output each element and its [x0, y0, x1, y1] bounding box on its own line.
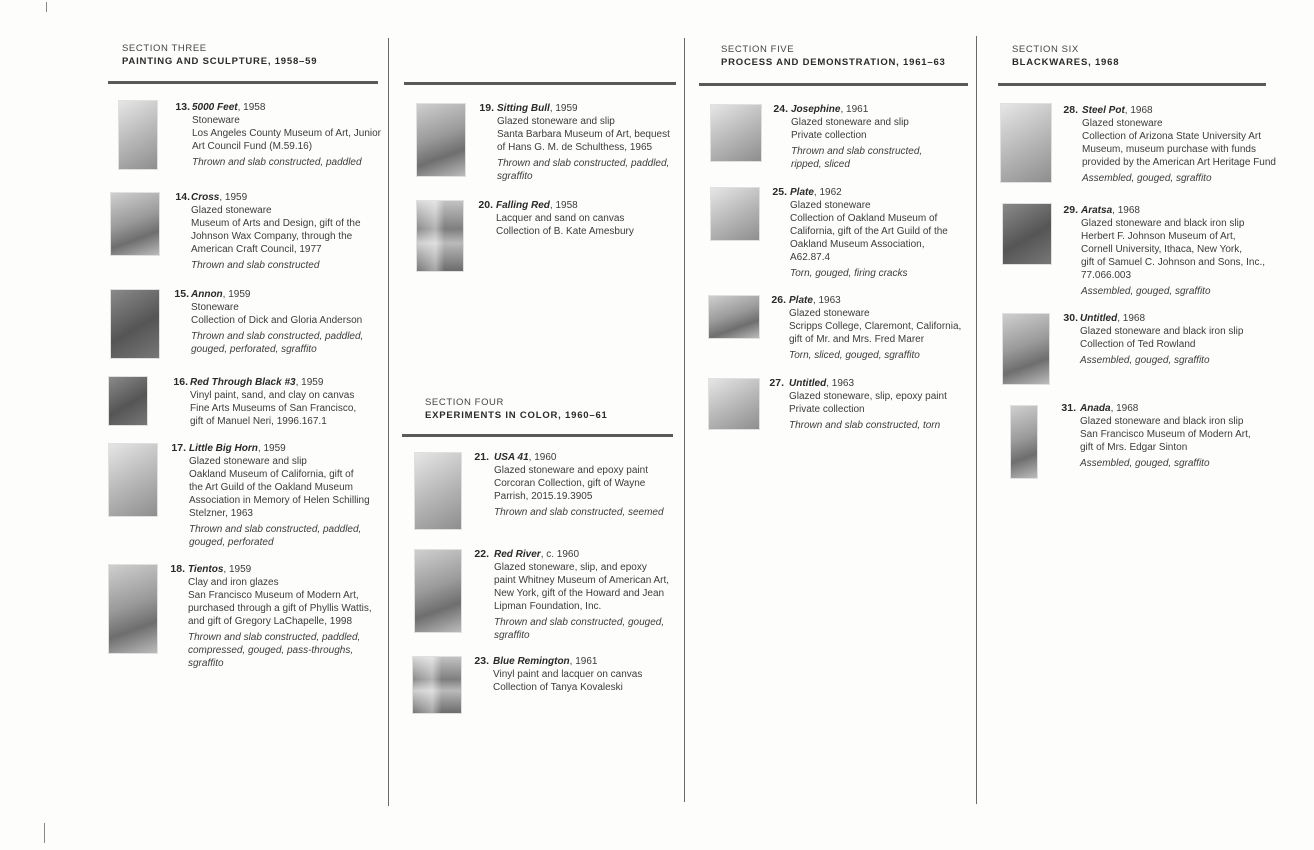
- entry-technique: Thrown and slab constructed, paddled,: [188, 632, 361, 643]
- entry-line: Glazed stoneware, slip, and epoxy: [494, 562, 647, 573]
- entry-title: Little Big Horn: [189, 443, 258, 454]
- entry-year: , 1968: [1112, 205, 1140, 216]
- section-label: SECTION FIVE: [721, 44, 795, 55]
- entry-title: Steel Pot: [1082, 105, 1125, 116]
- entry-line: Scripps College, Claremont, California,: [789, 321, 962, 332]
- entry-line: Glazed stoneware: [790, 200, 871, 211]
- entry-technique: Assembled, gouged, sgraffito: [1081, 286, 1211, 297]
- section-rule: [998, 83, 1266, 86]
- entry-number: 20.: [478, 199, 493, 211]
- entry-number: 29.: [1063, 204, 1078, 216]
- artwork-thumbnail: [414, 452, 462, 530]
- entry-technique: sgraffito: [188, 658, 224, 669]
- entry-line: San Francisco Museum of Modern Art,: [1080, 429, 1251, 440]
- entry-technique: Torn, sliced, gouged, sgraffito: [789, 350, 920, 361]
- entry-line: Corcoran Collection, gift of Wayne: [494, 478, 646, 489]
- entry-line: Art Council Fund (M.59.16): [192, 141, 313, 152]
- entry-number: 30.: [1063, 312, 1078, 324]
- entry-line: paint Whitney Museum of American Art,: [494, 575, 670, 586]
- entry-year: , 1963: [826, 378, 855, 389]
- artwork-thumbnail: [414, 549, 462, 633]
- entry-line: Oakland Museum Association,: [790, 239, 925, 250]
- entry-title: USA 41: [494, 452, 529, 463]
- entry-line: Glazed stoneware and epoxy paint: [494, 465, 648, 476]
- entry-line: gift of Mrs. Edgar Sinton: [1080, 442, 1188, 453]
- entry-number: 18.: [170, 563, 185, 575]
- entry-number: 24.: [773, 103, 788, 115]
- entry-number: 31.: [1061, 402, 1076, 414]
- entry-line: Johnson Wax Company, through the: [191, 231, 353, 242]
- entry-year: , 1959: [257, 443, 286, 454]
- entry-technique: Thrown and slab constructed, gouged,: [494, 617, 665, 628]
- entry-line: Los Angeles County Museum of Art, Junior: [192, 128, 381, 139]
- artwork-thumbnail: [1010, 405, 1038, 479]
- entry-line: Lacquer and sand on canvas: [496, 213, 625, 224]
- entry-technique: Thrown and slab constructed, seemed: [494, 507, 664, 518]
- entry-title: Untitled: [789, 378, 827, 389]
- section-title: BLACKWARES, 1968: [1012, 57, 1120, 68]
- section-three-header: [122, 42, 317, 68]
- section-rule: [404, 82, 676, 85]
- entry-technique: Assembled, gouged, sgraffito: [1080, 458, 1210, 469]
- entry-line: the Art Guild of the Oakland Museum: [189, 482, 353, 493]
- entry-technique: sgraffito: [497, 171, 533, 182]
- entry-line: Association in Memory of Helen Schilling: [189, 495, 370, 506]
- entry-year: , 1968: [1110, 403, 1139, 414]
- entry-year: , 1968: [1124, 105, 1153, 116]
- artwork-thumbnail: [416, 103, 466, 177]
- entry-title: Anada: [1080, 403, 1111, 414]
- entry-line: San Francisco Museum of Modern Art,: [188, 590, 359, 601]
- entry-title: Plate: [789, 295, 813, 306]
- entry-year: , 1961: [569, 656, 598, 667]
- artwork-thumbnail: [412, 656, 462, 714]
- entry-year: , 1959: [222, 289, 251, 300]
- entry-line: Museum of Arts and Design, gift of the: [191, 218, 361, 229]
- entry-line: Collection of Dick and Gloria Anderson: [191, 315, 363, 326]
- entry-technique: Thrown and slab constructed: [191, 260, 320, 271]
- entry-technique: Thrown and slab constructed,: [791, 146, 923, 157]
- entry-year: , 1959: [219, 192, 248, 203]
- artwork-thumbnail: [1000, 103, 1052, 183]
- artwork-thumbnail: [1002, 313, 1050, 385]
- entry-year: , 1959: [549, 103, 578, 114]
- entry-number: 22.: [474, 548, 489, 560]
- entry-line: Glazed stoneware: [1082, 118, 1163, 129]
- entry-year: , 1959: [223, 564, 252, 575]
- entry-line: Glazed stoneware and black iron slip: [1081, 218, 1245, 229]
- artwork-thumbnail: [710, 187, 760, 241]
- entry-line: California, gift of the Art Guild of the: [790, 226, 948, 237]
- entry-line: Private collection: [789, 404, 865, 415]
- entry-number: 17.: [171, 442, 186, 454]
- entry-number: 15.: [174, 288, 189, 300]
- entry-year: , c. 1960: [540, 549, 580, 560]
- entry-title: Blue Remington: [493, 656, 570, 667]
- entry-year: , 1959: [295, 377, 324, 388]
- section-four-header: [425, 396, 608, 422]
- entry-title: Aratsa: [1081, 205, 1113, 216]
- entry-number: 14.: [175, 191, 190, 203]
- entry-title: Tientos: [188, 564, 224, 575]
- entry-line: Glazed stoneware and slip: [791, 117, 909, 128]
- artwork-thumbnail: [1002, 203, 1052, 265]
- entry-line: Santa Barbara Museum of Art, bequest: [497, 129, 670, 140]
- entry-line: Glazed stoneware and black iron slip: [1080, 416, 1244, 427]
- artwork-thumbnail: [108, 376, 148, 426]
- entry-title: Red River: [494, 549, 541, 560]
- entry-year: , 1962: [813, 187, 842, 198]
- entry-line: purchased through a gift of Phyllis Wattis,: [188, 603, 372, 614]
- entry-line: Herbert F. Johnson Museum of Art,: [1081, 231, 1236, 242]
- entry-number: 23.: [474, 655, 489, 667]
- artwork-thumbnail: [108, 443, 158, 517]
- entry-line: gift of Mr. and Mrs. Fred Marer: [789, 334, 925, 345]
- entry-line: Fine Arts Museums of San Francisco,: [190, 403, 357, 414]
- entry-line: Collection of Tanya Kovaleski: [493, 682, 623, 693]
- entry-technique: Assembled, gouged, sgraffito: [1082, 173, 1212, 184]
- section-rule: [699, 83, 968, 86]
- entry-line: Collection of B. Kate Amesbury: [496, 226, 634, 237]
- entry-technique: sgraffito: [494, 630, 530, 641]
- artwork-thumbnail: [108, 564, 158, 654]
- entry-number: 27.: [769, 377, 784, 389]
- entry-title: Cross: [191, 192, 220, 203]
- entry-technique: compressed, gouged, pass-throughs,: [188, 645, 354, 656]
- artwork-thumbnail: [708, 295, 760, 339]
- entry-line: Vinyl paint and lacquer on canvas: [493, 669, 643, 680]
- artwork-thumbnail: [110, 192, 160, 256]
- entry-technique: ripped, sliced: [791, 159, 850, 170]
- entry-line: Oakland Museum of California, gift of: [189, 469, 354, 480]
- entry-line: gift of Manuel Neri, 1996.167.1: [190, 416, 327, 427]
- entry-line: American Craft Council, 1977: [191, 244, 322, 255]
- entry-number: 21.: [474, 451, 489, 463]
- entry-title: Plate: [790, 187, 814, 198]
- column-divider: [684, 38, 685, 802]
- entry-title: Annon: [191, 289, 223, 300]
- section-title: EXPERIMENTS IN COLOR, 1960–61: [425, 410, 608, 421]
- artwork-thumbnail: [416, 200, 464, 272]
- entry-line: Museum, museum purchase with funds: [1082, 144, 1256, 155]
- entry-line: Collection of Oakland Museum of: [790, 213, 938, 224]
- entry-technique: Thrown and slab constructed, paddled,: [497, 158, 670, 169]
- entry-line: Parrish, 2015.19.3905: [494, 491, 593, 502]
- artwork-thumbnail: [710, 104, 762, 162]
- entry-year: , 1968: [1117, 313, 1146, 324]
- section-six-header: [1012, 43, 1119, 69]
- entry-line: Stoneware: [192, 115, 240, 126]
- entry-line: Glazed stoneware: [191, 205, 272, 216]
- entry-technique: Thrown and slab constructed, paddled,: [189, 524, 362, 535]
- entry-technique: Assembled, gouged, sgraffito: [1080, 355, 1210, 366]
- entry-number: 26.: [771, 294, 786, 306]
- section-rule: [402, 434, 673, 437]
- entry-technique: Thrown and slab constructed, paddled: [192, 157, 362, 168]
- artwork-thumbnail: [110, 289, 160, 359]
- scan-mark-top: [46, 2, 47, 12]
- entry-line: Clay and iron glazes: [188, 577, 279, 588]
- entry-line: Private collection: [791, 130, 867, 141]
- entry-technique: Thrown and slab constructed, paddled,: [191, 331, 364, 342]
- entry-number: 25.: [772, 186, 787, 198]
- entry-year: , 1958: [549, 200, 578, 211]
- entry-line: 77.066.003: [1081, 270, 1132, 281]
- entry-line: gift of Samuel C. Johnson and Sons, Inc.,: [1081, 257, 1265, 268]
- artwork-thumbnail: [708, 378, 760, 430]
- entry-year: , 1961: [840, 104, 869, 115]
- entry-line: A62.87.4: [790, 252, 831, 263]
- entry-title: Untitled: [1080, 313, 1118, 324]
- entry-title: Josephine: [791, 104, 841, 115]
- entry-title: Red Through Black #3: [190, 377, 296, 388]
- entry-year: , 1963: [812, 295, 841, 306]
- entry-line: Glazed stoneware: [789, 308, 870, 319]
- section-label: SECTION FOUR: [425, 397, 504, 408]
- column-divider: [976, 36, 977, 804]
- entry-line: and gift of Gregory LaChapelle, 1998: [188, 616, 352, 627]
- entry-line: Collection of Arizona State University Art: [1082, 131, 1261, 142]
- entry-technique: gouged, perforated, sgraffito: [191, 344, 317, 355]
- entry-line: Vinyl paint, sand, and clay on canvas: [190, 390, 355, 401]
- entry-line: of Hans G. M. de Schulthess, 1965: [497, 142, 653, 153]
- column-divider: [388, 38, 389, 806]
- entry-number: 19.: [479, 102, 494, 114]
- entry-number: 16.: [173, 376, 188, 388]
- entry-line: Stelzner, 1963: [189, 508, 253, 519]
- section-label: SECTION THREE: [122, 43, 207, 54]
- entry-line: New York, gift of the Howard and Jean: [494, 588, 665, 599]
- entry-number: 13.: [175, 101, 190, 113]
- entry-year: , 1960: [528, 452, 557, 463]
- entry-title: Sitting Bull: [497, 103, 550, 114]
- entry-line: provided by the American Art Heritage Fund: [1082, 157, 1276, 168]
- entry-technique: Torn, gouged, firing cracks: [790, 268, 908, 279]
- section-rule: [108, 81, 378, 84]
- entry-line: Cornell University, Ithaca, New York,: [1081, 244, 1242, 255]
- entry-line: Glazed stoneware and slip: [497, 116, 615, 127]
- section-title: PROCESS AND DEMONSTRATION, 1961–63: [721, 57, 946, 68]
- entry-line: Stoneware: [191, 302, 239, 313]
- entry-technique: gouged, perforated: [189, 537, 274, 548]
- entry-line: Glazed stoneware, slip, epoxy paint: [789, 391, 947, 402]
- artwork-thumbnail: [118, 100, 158, 170]
- entry-line: Lipman Foundation, Inc.: [494, 601, 602, 612]
- entry-line: Glazed stoneware and black iron slip: [1080, 326, 1244, 337]
- section-label: SECTION SIX: [1012, 44, 1079, 55]
- entry-number: 28.: [1063, 104, 1078, 116]
- entry-line: Collection of Ted Rowland: [1080, 339, 1196, 350]
- section-title: PAINTING AND SCULPTURE, 1958–59: [122, 56, 318, 67]
- entry-line: Glazed stoneware and slip: [189, 456, 307, 467]
- section-five-header: [721, 43, 946, 69]
- entry-title: Falling Red: [496, 200, 550, 211]
- scan-mark-bottom: [44, 823, 45, 843]
- entry-year: , 1958: [237, 102, 266, 113]
- entry-title: 5000 Feet: [192, 102, 238, 113]
- entry-technique: Thrown and slab constructed, torn: [789, 420, 941, 431]
